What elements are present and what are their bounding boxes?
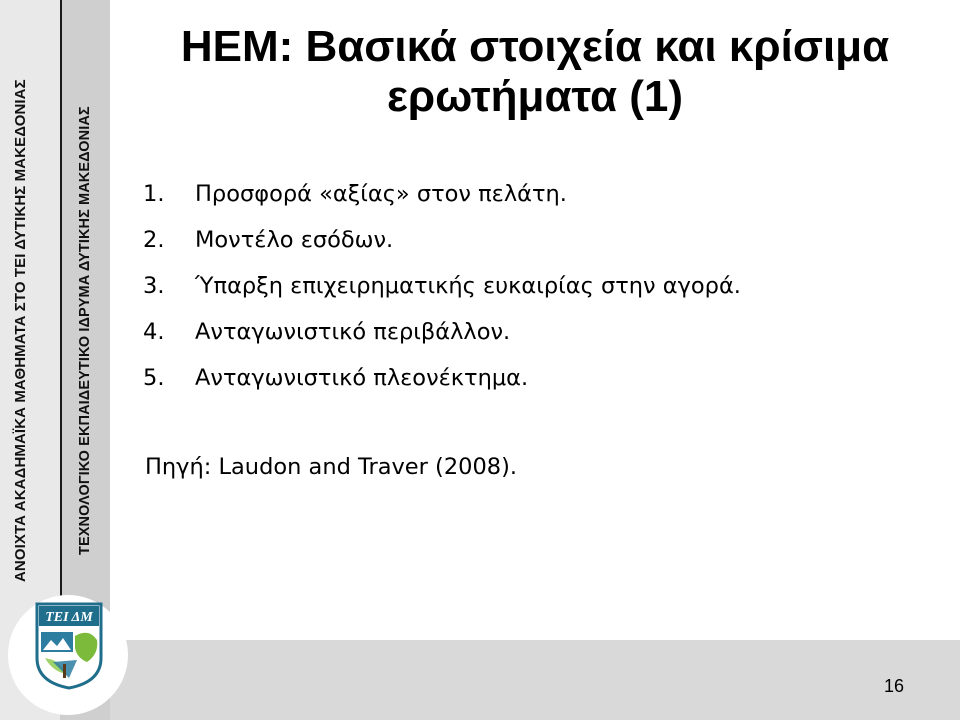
list-item: [143, 313, 741, 359]
list-item: [143, 359, 741, 405]
list-item-number: 1.: [143, 181, 165, 207]
list-item-number: 2.: [143, 227, 165, 253]
page-number: 16: [883, 676, 904, 696]
sidebar-inner-text: ΤΕΧΝΟΛΟΓΙΚΟ ΕΚΠΑΙΔΕΥΤΙΚΟ ΙΔΡΥΜΑ ΔΥΤΙΚΗΣ ΜΑΚΕΔΟΝΙΑΣ: [77, 106, 93, 555]
list-item: [143, 267, 741, 313]
list-item-text: Ανταγωνιστικό πλεονέκτημα.: [195, 365, 529, 391]
source-citation: Πηγή: Laudon and Traver (2008).: [145, 454, 518, 480]
list-item-text: Μοντέλο εσόδων.: [195, 227, 394, 253]
sidebar-outer-text: ΑΝΟΙΧΤΑ ΑΚΑΔΗΜΑΪΚΑ ΜΑΘΗΜΑΤΑ ΣΤΟ ΤΕΙ ΔΥΤΙΚΗΣ ΜΑΚΕΔΟΝΙΑΣ: [12, 79, 29, 582]
list-item-text: Ανταγωνιστικό περιβάλλον.: [195, 319, 511, 345]
sidebar-divider: [60, 0, 62, 600]
slide-title-line-1: HEM: Βασικά στοιχεία και κρίσιμα: [180, 22, 890, 71]
list-item: [143, 221, 741, 267]
svg-text:ΤΕΙ ΔΜ: ΤΕΙ ΔΜ: [45, 610, 93, 625]
list-item-number: 5.: [143, 365, 165, 391]
tei-dm-logo-icon: [33, 602, 105, 690]
list-item-number: 4.: [143, 319, 165, 345]
slide-title: [110, 22, 960, 122]
list-item-text: Ύπαρξη επιχειρηματικής ευκαιρίας στην αγορά.: [195, 273, 741, 299]
key-elements-list: [143, 175, 741, 405]
list-item-number: 3.: [143, 273, 165, 299]
footer-bar: [110, 640, 960, 720]
list-item-text: Προσφορά «αξίας» στον πελάτη.: [195, 181, 567, 207]
slide-title-line-2: ερωτήματα (1): [387, 72, 683, 121]
list-item: [143, 175, 741, 221]
